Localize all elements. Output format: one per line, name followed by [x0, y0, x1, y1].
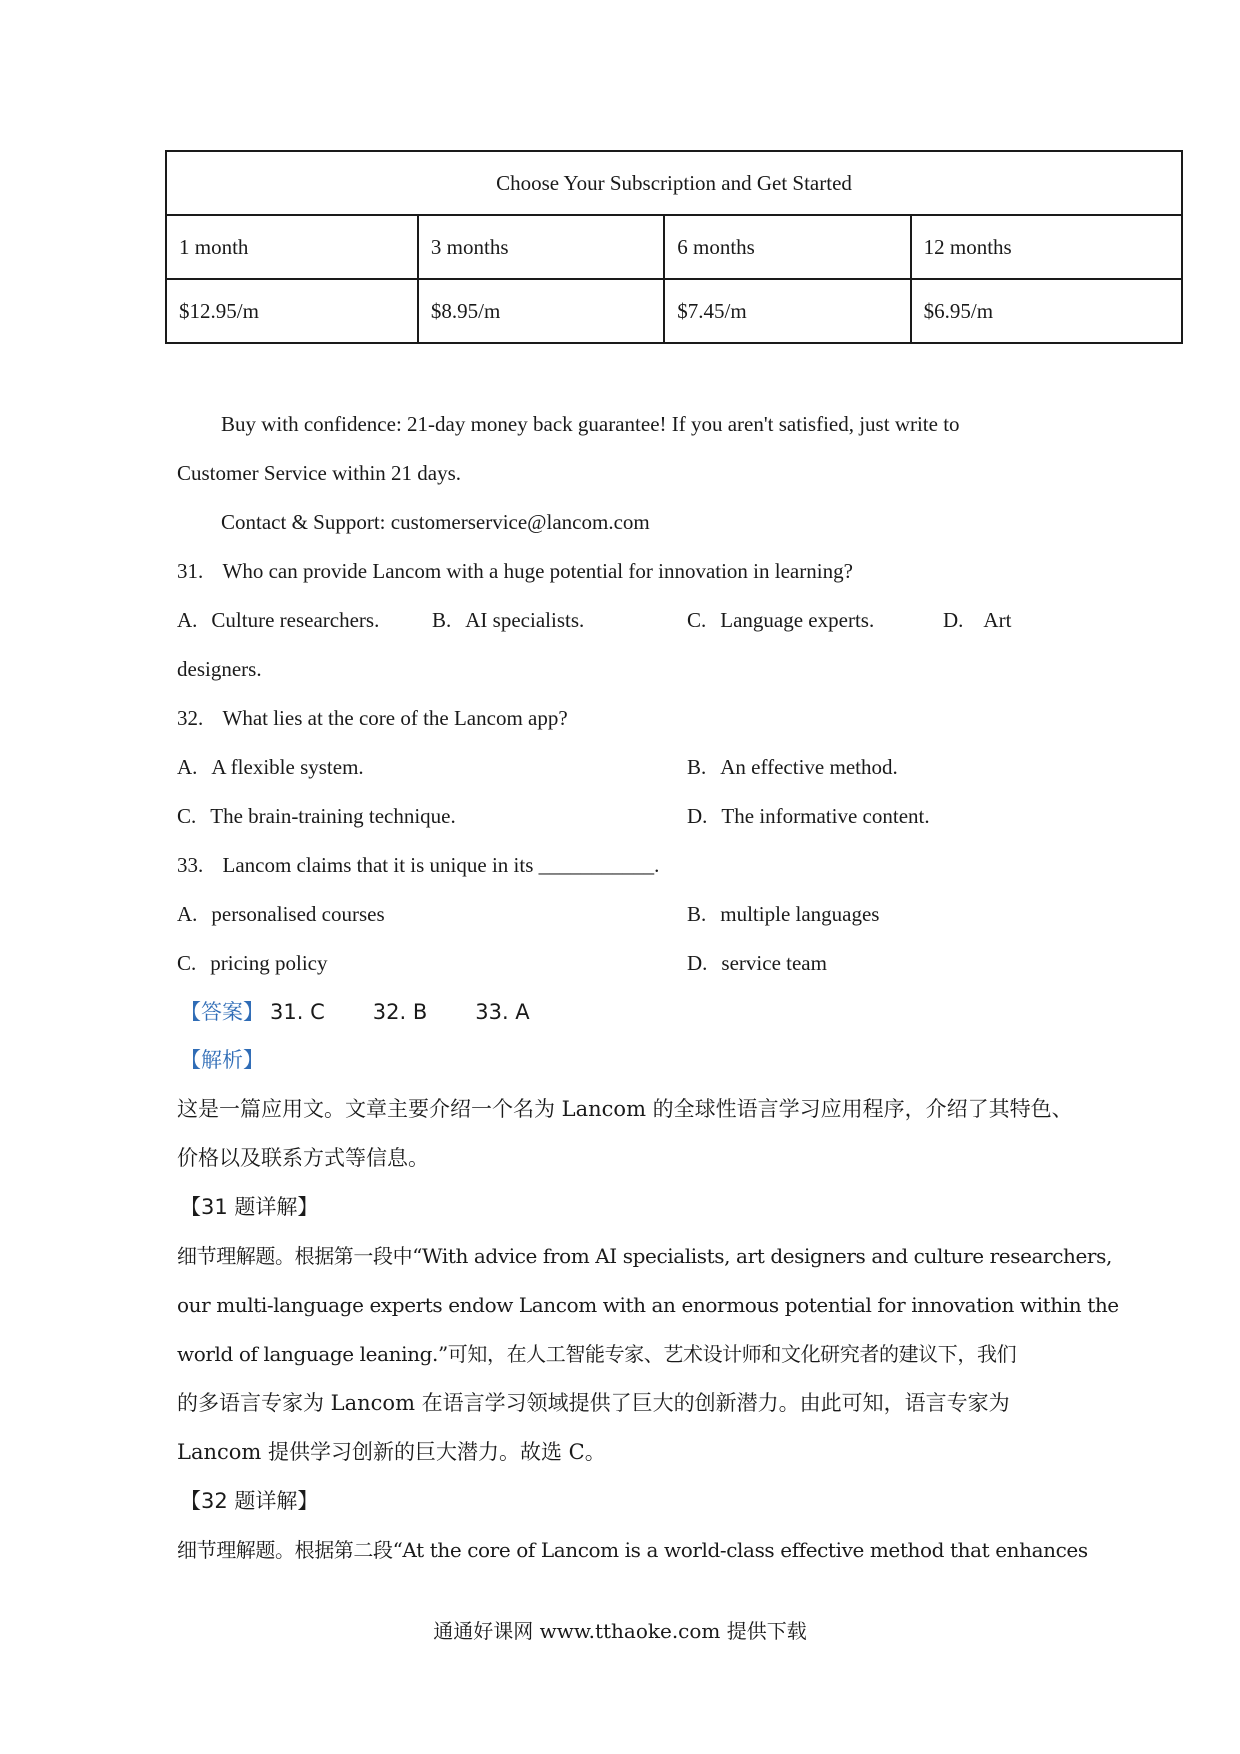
table-caption-row	[166, 151, 1182, 215]
q33-option-c: C. pricing policy	[177, 951, 328, 975]
contact-line: Contact & Support: customerservice@lancom.com	[221, 510, 650, 534]
question-number: 31.	[177, 559, 204, 583]
subscription-table	[165, 150, 1183, 344]
duration-cell: 1 month	[166, 215, 418, 279]
guarantee-line-2: Customer Service within 21 days.	[177, 461, 462, 485]
detail-32-heading: 【32 题详解】	[180, 1489, 319, 1513]
duration-cell: 3 months	[418, 215, 664, 279]
duration-row	[166, 215, 1182, 279]
page-footer: 通通好课网 www.tthaoke.com 提供下载	[433, 1619, 807, 1643]
q31-option-b: B. AI specialists.	[432, 608, 585, 632]
price-row	[166, 279, 1182, 343]
answer-line	[180, 1002, 530, 1023]
detail-31-line-3: world of language leaning.”可知，在人工智能专家、艺术设计师和文化研究者的建议下，我们	[177, 1342, 1017, 1366]
q31-option-d: D. Art	[943, 608, 1012, 632]
detail-31-heading: 【31 题详解】	[180, 1195, 319, 1219]
question-32	[177, 708, 568, 729]
q32-option-c: C. The brain-training technique.	[177, 804, 456, 828]
q33-option-a: A. personalised courses	[177, 902, 385, 926]
q31-option-d-continuation: designers.	[177, 657, 262, 681]
question-number: 32.	[177, 706, 204, 730]
answer-value: 31. C	[270, 1000, 325, 1024]
price-cell: $8.95/m	[418, 279, 664, 343]
duration-cell: 12 months	[911, 215, 1182, 279]
analysis-line-2: 价格以及联系方式等信息。	[177, 1146, 429, 1170]
answer-label: 【答案】	[180, 1000, 264, 1024]
q33-option-d: D. service team	[687, 951, 827, 975]
q31-option-a: A. Culture researchers.	[177, 608, 380, 632]
detail-32-line-1: 细节理解题。根据第二段“At the core of Lancom is a world-class effective method that enhances	[177, 1538, 1088, 1562]
question-text: What lies at the core of the Lancom app?	[222, 706, 568, 730]
q31-option-c: C. Language experts.	[687, 608, 875, 632]
guarantee-line-1: Buy with confidence: 21-day money back guarantee! If you aren't satisfied, just write to	[221, 412, 960, 436]
answer-value: 32. B	[372, 1000, 428, 1024]
q32-option-a: A. A flexible system.	[177, 755, 364, 779]
question-text: Who can provide Lancom with a huge potential for innovation in learning?	[222, 559, 853, 583]
price-cell: $7.45/m	[664, 279, 910, 343]
question-text: Lancom claims that it is unique in its ___________.	[222, 853, 660, 877]
analysis-heading: 【解析】	[180, 1048, 264, 1072]
detail-31-line-4: 的多语言专家为 Lancom 在语言学习领域提供了巨大的创新潜力。由此可知，语言专家为	[177, 1391, 1010, 1415]
table-caption: Choose Your Subscription and Get Started	[166, 151, 1182, 215]
detail-31-line-1: 细节理解题。根据第一段中“With advice from AI specialists, art designers and culture researchers,	[177, 1244, 1112, 1268]
detail-31-line-2: our multi-language experts endow Lancom with an enormous potential for innovation within the	[177, 1293, 1119, 1317]
q32-option-b: B. An effective method.	[687, 755, 898, 779]
question-31	[177, 561, 853, 582]
price-cell: $12.95/m	[166, 279, 418, 343]
question-number: 33.	[177, 853, 204, 877]
answer-value: 33. A	[475, 1000, 530, 1024]
detail-31-line-5: Lancom 提供学习创新的巨大潜力。故选 C。	[177, 1440, 606, 1464]
price-cell: $6.95/m	[911, 279, 1182, 343]
q33-option-b: B. multiple languages	[687, 902, 880, 926]
q32-option-d: D. The informative content.	[687, 804, 930, 828]
question-33	[177, 855, 659, 876]
analysis-line-1: 这是一篇应用文。文章主要介绍一个名为 Lancom 的全球性语言学习应用程序，介绍了其特色、	[177, 1097, 1073, 1121]
duration-cell: 6 months	[664, 215, 910, 279]
